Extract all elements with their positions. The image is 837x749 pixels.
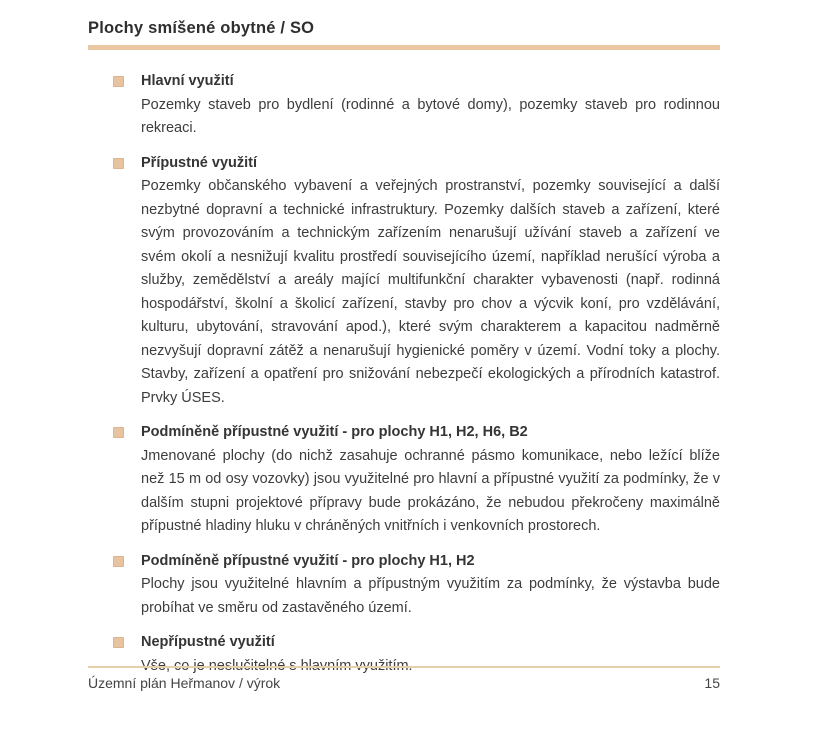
footer-rule: [88, 666, 720, 668]
content-column: [88, 0, 720, 678]
section-podminene-pripustne-h1-h2: [88, 550, 720, 621]
section-hlavni-vyuziti: [88, 70, 720, 141]
section-heading: Přípustné využití: [141, 154, 258, 171]
square-bullet-icon: [113, 427, 124, 438]
section-body: Pozemky staveb pro bydlení (rodinné a bytové domy), pozemky staveb pro rodinnou rekreaci.: [141, 96, 720, 136]
section-list: [88, 70, 720, 678]
section-text: [141, 421, 720, 539]
square-bullet-icon: [113, 637, 124, 648]
section-body: Jmenované plochy (do nichž zasahuje ochranné pásmo komunikace, nebo ležící blíže než 15 m od osy vozovky) jsou využitelné pro hlavní a přípustné využití za podmínky, že v dalším stupni projektové přípravy bude prokázáno, že nebudou překročeny maximálně přípustné hladiny hluku v chráněných vnitřních i venkovních prostorech.: [141, 447, 720, 534]
section-text: [141, 70, 720, 141]
title-rule: [88, 45, 720, 50]
section-pripustne-vyuziti: [88, 152, 720, 411]
page-footer: [88, 666, 720, 691]
footer-page-number: 15: [704, 675, 720, 691]
section-text: [141, 152, 720, 411]
page-title: Plochy smíšené obytné / SO: [88, 19, 315, 37]
square-bullet-icon: [113, 158, 124, 169]
section-text: [141, 550, 720, 621]
section-body: Plochy jsou využitelné hlavním a přípustným využitím za podmínky, že výstavba bude probíhat ve směru od zastavěného území.: [141, 576, 720, 616]
square-bullet-icon: [113, 556, 124, 567]
page-header: [88, 0, 720, 50]
section-body: Pozemky občanského vybavení a veřejných prostranství, pozemky související a další nezbytné dopravní a technické infrastruktury. Pozemky dalších staveb a zařízení, které svým provozováním a technickým zařízením nenarušují užívání staveb a zařízení ve svém okolí a nesnižují kvalitu prostředí souvisejícího území, například nerušící výroba a služby, zemědělství a areály mající multifunkční charakter vybavenosti (např. rodinná hospodářství, školní a školicí zařízení, stavby pro chov a výcvik koní, pro vzdělávání, kulturu, ubytování, stravování apod.), které svým charakterem a kapacitou nadměrně nezvyšují dopravní zátěž a nenarušují hygienické poměry v území. Vodní toky a plochy. Stavby, zařízení a opatření pro snižování nebezpečí ekologických a přírodních katastrof. Prvky ÚSES.: [141, 178, 720, 406]
footer-document-title: Územní plán Heřmanov / výrok: [88, 675, 281, 691]
section-podminene-pripustne-h1-h2-h6-b2: [88, 421, 720, 539]
section-heading: Podmíněně přípustné využití - pro plochy H1, H2: [141, 552, 475, 569]
square-bullet-icon: [113, 76, 124, 87]
section-heading: Hlavní využití: [141, 73, 234, 89]
section-heading: Nepřípustné využití: [141, 634, 275, 650]
section-heading: Podmíněně přípustné využití - pro plochy H1, H2, H6, B2: [141, 424, 528, 440]
footer-row: [88, 675, 720, 691]
